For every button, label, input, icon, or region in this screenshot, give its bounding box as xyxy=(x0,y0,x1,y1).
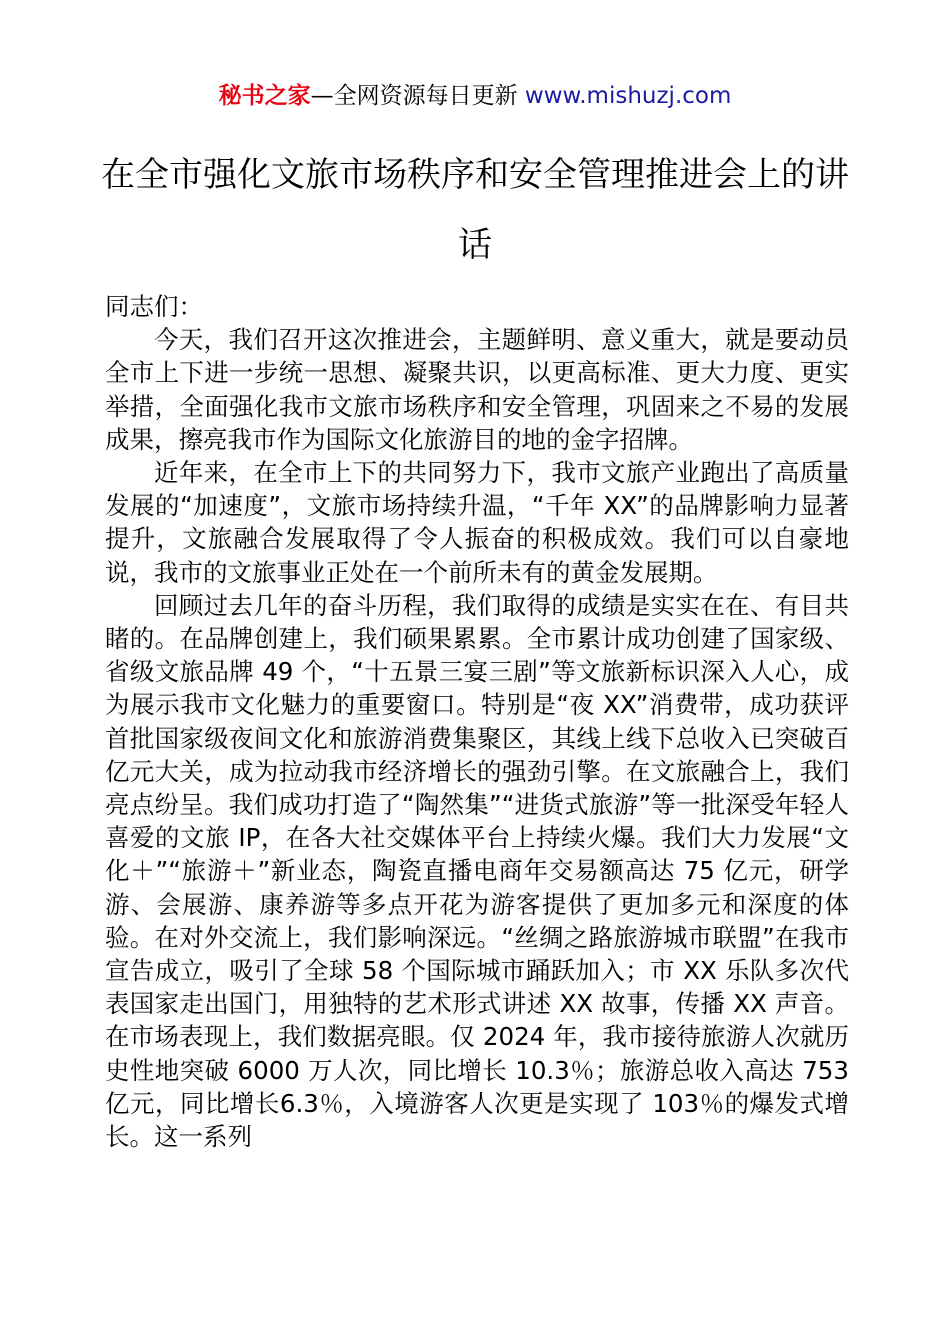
document-body xyxy=(105,290,849,1153)
document-title: 在全市强化文旅市场秩序和安全管理推进会上的讲话 xyxy=(101,155,849,265)
salutation: 同志们： xyxy=(105,292,203,321)
site-tagline: —全网资源每日更新 xyxy=(310,83,525,109)
site-url[interactable]: www.mishuzj.com xyxy=(524,83,732,109)
paragraph-1: 今天，我们召开这次推进会，主题鲜明、意义重大，就是要动员全市上下进一步统一思想、凝聚共识，以更高标准、更大力度、更实举措，全面强化我市文旅市场秩序和安全管理，巩固来之不易的发展成果，擦亮我市作为国际文化旅游目的地的金字招牌。 xyxy=(105,325,849,454)
paragraph-3: 回顾过去几年的奋斗历程，我们取得的成绩是实实在在、有目共睹的。在品牌创建上，我们硕果累累。全市累计成功创建了国家级、省级文旅品牌 49 个，“十五景三宴三剧”等文旅新标识深入人心，成为展示我市文化魅力的重要窗口。特别是“夜 XX”消费带，成功获评首批国家级夜间文化和旅游消费集聚区，其线上线下总收入已突破百亿元大关，成为拉动我市经济增长的强劲引擎。在文旅融合上，我们亮点纷呈。我们成功打造了“陶然集”“进货式旅游”等一批深受年轻人喜爱的文旅 IP，在各大社交媒体平台上持续火爆。我们大力发展“文化＋”“旅游＋”新业态，陶瓷直播电商年交易额高达 75 亿元，研学游、会展游、康养游等多点开花为游客提供了更加多元和深度的体验。在对外交流上，我们影响深远。“丝绸之路旅游城市联盟”在我市宣告成立，吸引了全球 58 个国际城市踊跃加入；市 XX 乐队多次代表国家走出国门，用独特的艺术形式讲述 XX 故事，传播 XX 声音。在市场表现上，我们数据亮眼。仅 2024 年，我市接待旅游人次就历史性地突破 6000 万人次，同比增长 10.3％；旅游总收入高达 753 亿元，同比增长6.3％，入境游客人次更是实现了 103％的爆发式增长。这一系列 xyxy=(105,590,849,1152)
site-brand: 秘书之家 xyxy=(218,83,311,109)
site-header xyxy=(0,80,950,112)
paragraph-2: 近年来，在全市上下的共同努力下，我市文旅产业跑出了高质量发展的“加速度”，文旅市场持续升温，“千年 XX”的品牌影响力显著提升，文旅融合发展取得了令人振奋的积极成效。我们可以自豪地说，我市的文旅事业正处在一个前所未有的黄金发展期。 xyxy=(105,458,849,587)
